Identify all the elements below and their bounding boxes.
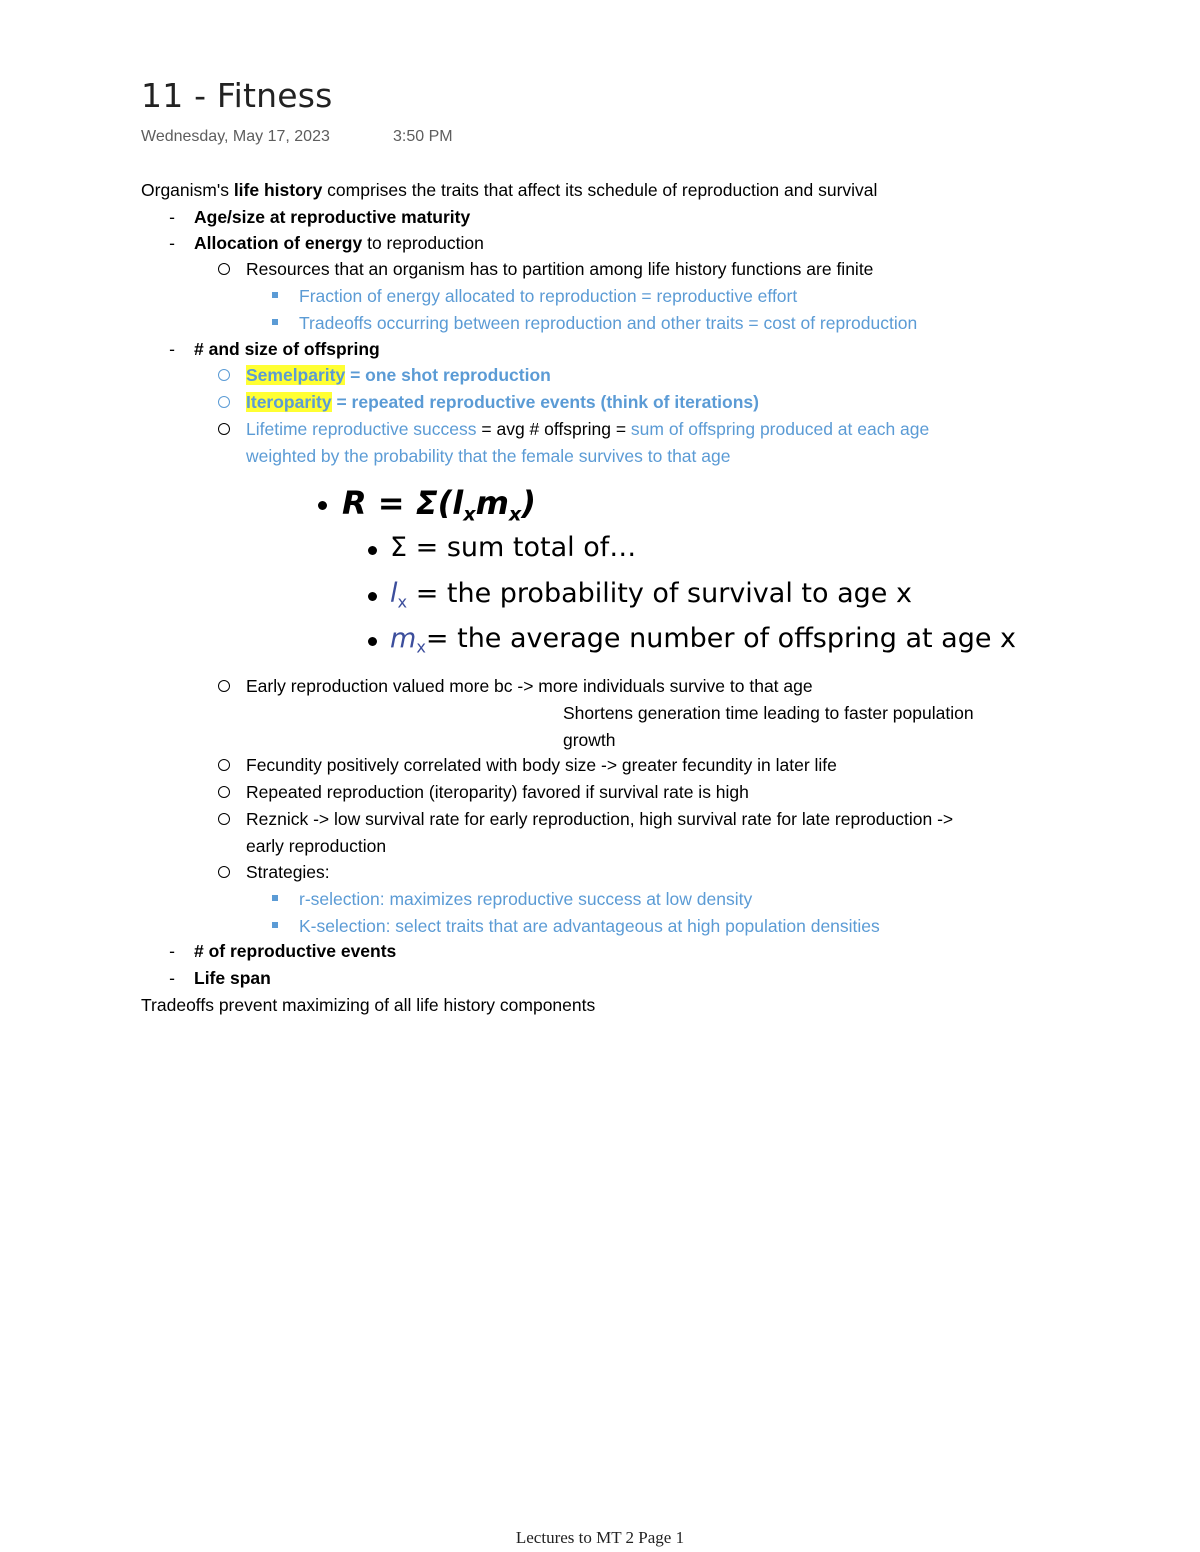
item-reznick: Reznick -> low survival rate for early reproduction, high survival rate for late reproduction -> [246, 809, 954, 829]
formula-lx-line [390, 578, 912, 612]
allocation-bold: Allocation of energy [194, 233, 363, 253]
intro-prefix: Organism's [141, 180, 234, 200]
square-bullet [272, 895, 278, 901]
item-iteroparity [246, 389, 759, 415]
item-strategies: Strategies: [246, 862, 330, 882]
dash-bullet: - [169, 339, 175, 359]
lrs-def: sum of offspring produced at each age [630, 419, 930, 439]
formula-main-a: R = Σ(l [342, 484, 464, 522]
lrs-term: Lifetime reproductive success [246, 419, 477, 439]
formula-main-b: m [475, 484, 509, 522]
dash-bullet: - [169, 941, 175, 961]
item-age-text: Age/size at reproductive maturity [194, 207, 471, 227]
item-lrs-cont: weighted by the probability that the female survives to that age [246, 446, 731, 466]
item-fecundity: Fecundity positively correlated with body size -> greater fecundity in later life [246, 755, 837, 775]
lrs-middle: = avg # offspring = [476, 419, 631, 439]
note-meta [141, 126, 453, 148]
formula-dot [368, 546, 377, 555]
iteroparity-def: = repeated reproductive events (think of iterations) [331, 392, 759, 412]
intro-bold: life history [233, 180, 323, 200]
intro-line [141, 177, 877, 203]
item-events [194, 938, 396, 964]
semelparity-term: Semelparity [246, 365, 346, 385]
circle-bullet [218, 866, 230, 878]
closing-line: Tradeoffs prevent maximizing of all life history components [141, 995, 596, 1015]
item-k-selection: K-selection: select traits that are advantageous at high population densities [299, 916, 880, 936]
mx-text: = the average number of offspring at age x [425, 623, 1017, 654]
formula-main-c: ) [521, 484, 536, 522]
square-bullet [272, 292, 278, 298]
dash-bullet: - [169, 968, 175, 988]
circle-bullet [218, 396, 230, 408]
item-resources: Resources that an organism has to partition among life history functions are finite [246, 259, 874, 279]
square-bullet [272, 922, 278, 928]
item-allocation [194, 230, 484, 256]
formula-dot [368, 637, 377, 646]
item-early-cont: Shortens generation time leading to faster population [563, 703, 974, 723]
item-early: Early reproduction valued more bc -> more individuals survive to that age [246, 676, 813, 696]
item-lifespan [194, 965, 271, 991]
item-num-size [194, 336, 380, 362]
item-tradeoffs: Tradeoffs occurring between reproduction and other traits = cost of reproduction [299, 313, 918, 333]
dash-bullet: - [169, 207, 175, 227]
circle-bullet [218, 813, 230, 825]
item-repeated: Repeated reproduction (iteroparity) favored if survival rate is high [246, 782, 749, 802]
note-date: Wednesday, May 17, 2023 [141, 128, 330, 145]
formula-sigma-line: Σ = sum total of… [390, 532, 637, 563]
lx-sub: x [397, 592, 408, 612]
item-lrs [246, 416, 929, 442]
page-title: 11 - Fitness [141, 76, 333, 115]
circle-bullet [218, 786, 230, 798]
item-early-cont2: growth [563, 730, 616, 750]
mx-sub: x [416, 637, 426, 657]
iteroparity-term: Iteroparity [246, 392, 332, 412]
mx-var: m [390, 623, 417, 654]
circle-bullet [218, 423, 230, 435]
allocation-rest: to reproduction [362, 233, 484, 253]
lx-text: = the probability of survival to age x [407, 578, 912, 609]
item-semelparity [246, 362, 551, 388]
formula-dot [368, 592, 377, 601]
circle-bullet [218, 263, 230, 275]
circle-bullet [218, 759, 230, 771]
formula-main [342, 484, 536, 526]
note-time: 3:50 PM [393, 128, 453, 145]
formula-main-sub2: x [508, 502, 522, 526]
circle-bullet [218, 369, 230, 381]
lx-var: l [390, 578, 398, 609]
events-text: # of reproductive events [194, 941, 397, 961]
formula-dot [318, 501, 327, 510]
item-r-selection: r-selection: maximizes reproductive success at low density [299, 889, 753, 909]
page-footer: Lectures to MT 2 Page 1 [515, 1528, 685, 1547]
item-age [194, 204, 470, 230]
dash-bullet: - [169, 233, 175, 253]
num-size-text: # and size of offspring [194, 339, 380, 359]
formula-mx-line [390, 623, 1017, 657]
intro-suffix: comprises the traits that affect its schedule of reproduction and survival [322, 180, 878, 200]
formula-figure [310, 480, 1017, 665]
item-reznick-cont: early reproduction [246, 836, 387, 856]
formula-main-sub1: x [463, 502, 476, 526]
item-fraction: Fraction of energy allocated to reproduction = reproductive effort [299, 286, 798, 306]
square-bullet [272, 319, 278, 325]
circle-bullet [218, 680, 230, 692]
lifespan-text: Life span [194, 968, 271, 988]
semelparity-def: = one shot reproduction [345, 365, 551, 385]
